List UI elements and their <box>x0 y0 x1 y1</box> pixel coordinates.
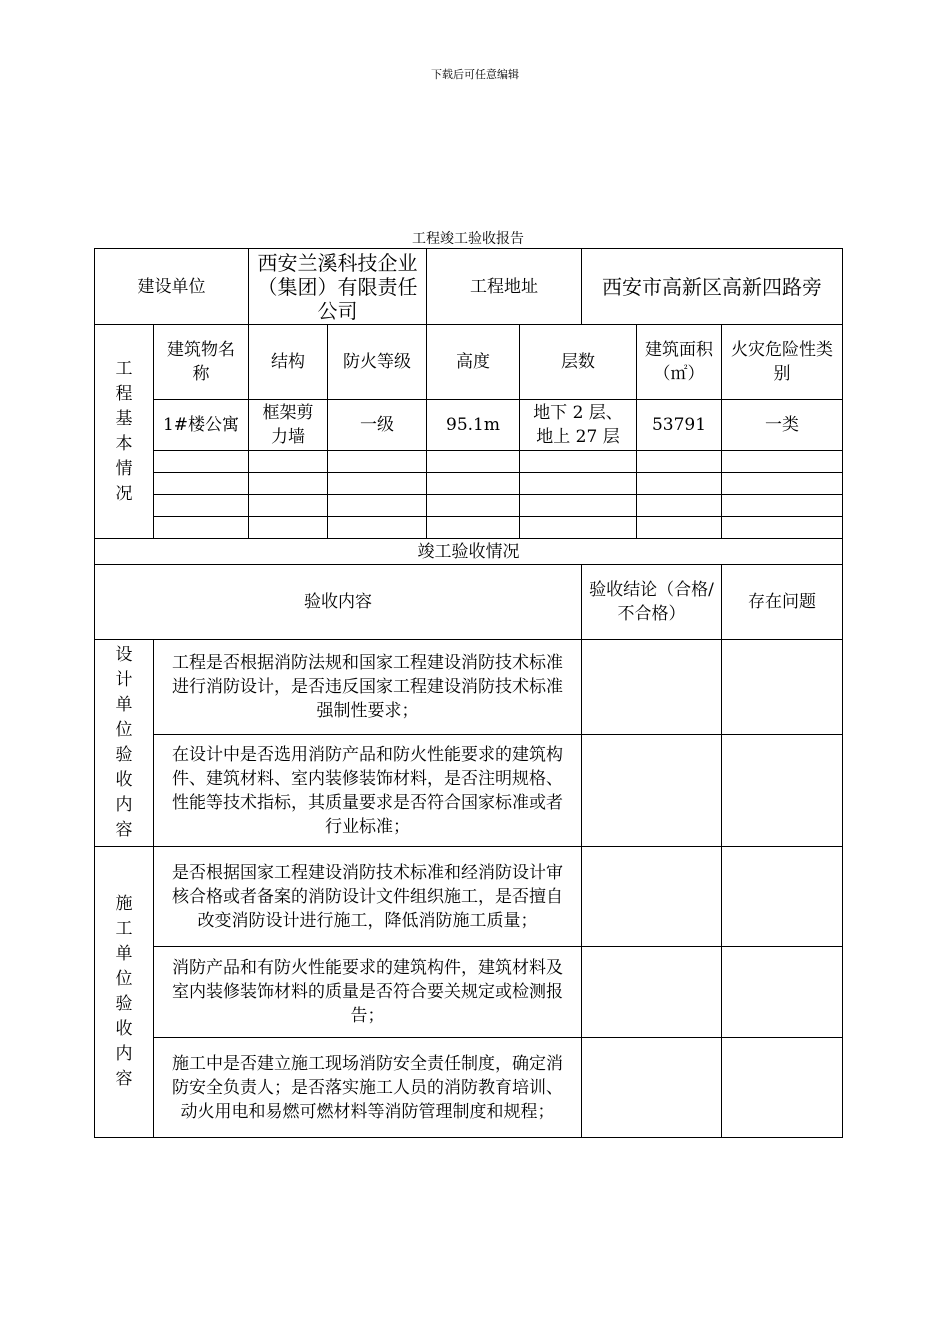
empty-row <box>95 517 843 539</box>
header-hazard: 火灾危险性类别 <box>722 325 843 400</box>
header-building-name: 建筑物名称 <box>154 325 249 400</box>
col-issues-header: 存在问题 <box>722 565 843 640</box>
construction-side-label: 施 工 单 位 验 收 内 容 <box>95 847 154 1138</box>
unit-label: 建设单位 <box>95 249 249 325</box>
construction-item-3-conclusion[interactable] <box>582 1038 722 1138</box>
building-hazard: 一类 <box>722 400 843 451</box>
construction-row <box>95 847 843 947</box>
empty-row <box>95 495 843 517</box>
empty-row <box>95 451 843 473</box>
col-conclusion-header: 验收结论（合格/不合格） <box>582 565 722 640</box>
design-item-2-issues[interactable] <box>722 735 843 847</box>
design-item-2: 在设计中是否选用消防产品和防火性能要求的建筑构件、建筑材料、室内装修装饰材料，是否注明规格、性能等技术指标，其质量要求是否符合国家标准或者行业标准； <box>154 735 582 847</box>
building-row <box>95 400 843 451</box>
construction-item-1-issues[interactable] <box>722 847 843 947</box>
design-item-1-issues[interactable] <box>722 640 843 735</box>
report-table <box>94 248 843 1138</box>
building-fire-grade: 一级 <box>328 400 427 451</box>
design-row <box>95 640 843 735</box>
address-value: 西安市高新区高新四路旁 <box>582 249 843 325</box>
building-floors: 地下 2 层、地上 27 层 <box>520 400 637 451</box>
design-side-label: 设 计 单 位 验 收 内 容 <box>95 640 154 847</box>
building-area: 53791 <box>637 400 722 451</box>
acceptance-section-row <box>95 539 843 565</box>
construction-item-3-issues[interactable] <box>722 1038 843 1138</box>
empty-row <box>95 473 843 495</box>
design-row <box>95 735 843 847</box>
design-item-1: 工程是否根据消防法规和国家工程建设消防技术标准进行消防设计，是否违反国家工程建设消防技术标准强制性要求； <box>154 640 582 735</box>
header-fire-grade: 防火等级 <box>328 325 427 400</box>
building-structure: 框架剪力墙 <box>249 400 328 451</box>
unit-value: 西安兰溪科技企业（集团）有限责任公司 <box>249 249 427 325</box>
construction-item-2-conclusion[interactable] <box>582 947 722 1038</box>
construction-row <box>95 1038 843 1138</box>
basic-header-row <box>95 325 843 400</box>
unit-address-row <box>95 249 843 325</box>
header-structure: 结构 <box>249 325 328 400</box>
construction-item-1: 是否根据国家工程建设消防技术标准和经消防设计审核合格或者备案的消防设计文件组织施工，是否擅自改变消防设计进行施工，降低消防施工质量； <box>154 847 582 947</box>
construction-item-3: 施工中是否建立施工现场消防安全责任制度，确定消防安全负责人；是否落实施工人员的消防教育培训、动火用电和易燃可燃材料等消防管理制度和规程； <box>154 1038 582 1138</box>
header-note: 下载后可任意编辑 <box>431 68 519 81</box>
col-content-header: 验收内容 <box>95 565 582 640</box>
acceptance-section-title: 竣工验收情况 <box>95 539 843 565</box>
header-height: 高度 <box>427 325 520 400</box>
construction-row <box>95 947 843 1038</box>
construction-item-1-conclusion[interactable] <box>582 847 722 947</box>
construction-item-2: 消防产品和有防火性能要求的建筑构件，建筑材料及室内装修装饰材料的质量是否符合要关规定或检测报告； <box>154 947 582 1038</box>
design-item-2-conclusion[interactable] <box>582 735 722 847</box>
building-height: 95.1m <box>427 400 520 451</box>
basic-side-label: 工 程 基 本 情 况 <box>95 325 154 539</box>
address-label: 工程地址 <box>427 249 582 325</box>
header-floors: 层数 <box>520 325 637 400</box>
building-name: 1#楼公寓 <box>154 400 249 451</box>
construction-item-2-issues[interactable] <box>722 947 843 1038</box>
acceptance-header-row <box>95 565 843 640</box>
header-area: 建筑面积（㎡） <box>637 325 722 400</box>
document-title: 工程竣工验收报告 <box>412 231 524 247</box>
design-item-1-conclusion[interactable] <box>582 640 722 735</box>
